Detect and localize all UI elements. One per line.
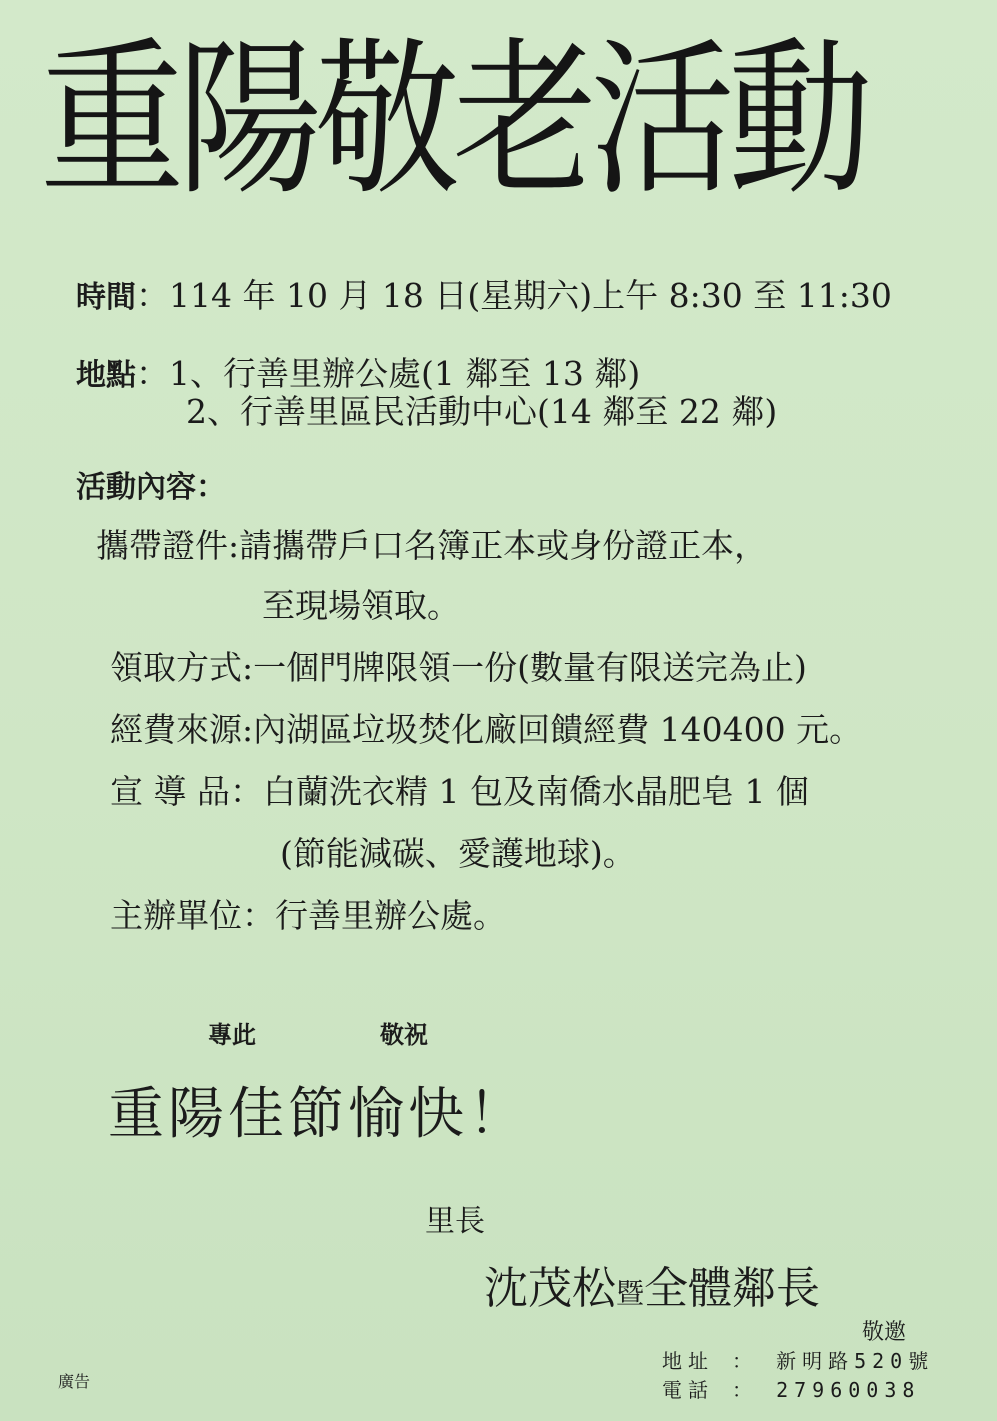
time-value: ：114 年 10 月 18 日(星期六)上午 8:30 至 11:30 xyxy=(136,276,892,315)
content-item-id: 攜帶證件:請攜帶戶口名簿正本或身份證正本， xyxy=(96,526,768,565)
flyer-title: 重陽敬老活動 xyxy=(40,22,866,218)
invite-text: 敬邀 xyxy=(862,1320,907,1345)
chief-name: 沈茂松 xyxy=(484,1263,616,1314)
ad-label: 廣告 xyxy=(58,1372,91,1391)
chief-title: 里長 xyxy=(425,1204,485,1239)
signature-group: 全體鄰長 xyxy=(644,1263,821,1314)
greeting-jingzhu: 敬祝 xyxy=(380,1021,428,1049)
location-row-1 xyxy=(76,354,640,396)
location-label: 地點 xyxy=(76,358,136,393)
content-item-organizer: 主辦單位：行善里辦公處。 xyxy=(110,896,506,935)
location-line-1: ：1、行善里辦公處(1 鄰至 13 鄰) xyxy=(136,354,641,393)
content-item-gift: 宣 導 品：白蘭洗衣精 1 包及南僑水晶肥皂 1 個 xyxy=(110,772,809,811)
time-row xyxy=(76,276,892,318)
content-item-method: 領取方式:一個門牌限領一份(數量有限送完為止) xyxy=(110,648,807,687)
signature-line xyxy=(484,1252,820,1316)
signature-conjunction: 暨 xyxy=(616,1277,645,1310)
address-text: 地址 ： 新明路520號 xyxy=(662,1349,935,1373)
content-item-id-cont: 至現場領取。 xyxy=(262,586,460,625)
greeting-wish: 重陽佳節愉快！ xyxy=(108,1082,528,1147)
content-item-gift-note: (節能減碳、愛護地球)。 xyxy=(280,834,636,873)
content-heading: 活動內容： xyxy=(76,470,226,505)
phone-text: 電話 ： 27960038 xyxy=(662,1378,921,1402)
content-item-fund: 經費來源:內湖區垃圾焚化廠回饋經費 140400 元。 xyxy=(110,710,863,749)
greeting-zhuanci: 專此 xyxy=(208,1021,256,1049)
time-label: 時間 xyxy=(76,280,136,315)
location-line-2: 2、行善里區民活動中心(14 鄰至 22 鄰) xyxy=(186,392,778,431)
